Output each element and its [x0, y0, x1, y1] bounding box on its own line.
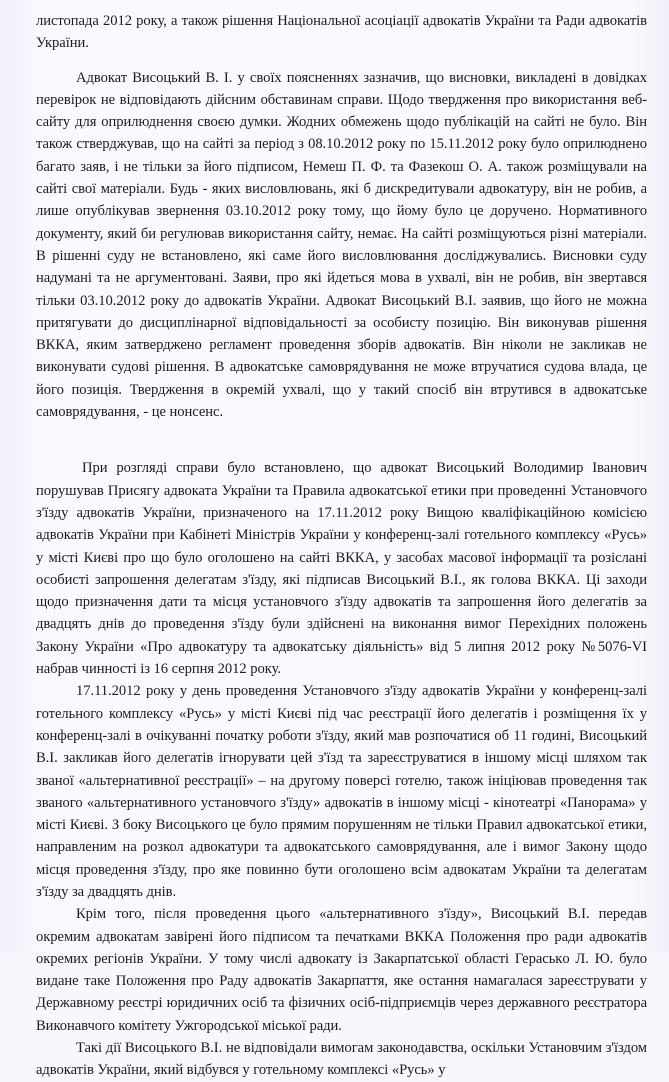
- paragraph-regulations: Крім того, після проведення цього «альтернативного з'їзду», Висоцький В.І. передав окремим адвокатам завірені його підписом та печатками ВККА Положення про ради адвокатів окремих регіонів України. У тому числі адвокату із Закарпатської області Гераськo Л. Ю. було видане таке Положення про Раду адвокатів Закарпаття, яке остання намагалася зареєструвати у Державному реєстрі юридичних осіб та фізичних осіб-підприємців через державного реєстратора Виконавчого комітету Ужгородської міської ради.: [36, 906, 647, 1034]
- paragraph-continuation: листопада 2012 року, а також рішення Національної асоціації адвокатів України та Ради адвокатів України.: [36, 13, 647, 52]
- paragraph-spacer: [36, 55, 647, 67]
- paragraph-spacer: [36, 423, 647, 457]
- paragraph-conclusion: Такі дії Висоцького В.І. не відповідали вимогам законодавства, оскільки Установчим з'їздом адвокатів України, який відбувся у готельному комплексі «Русь» у: [36, 1040, 647, 1079]
- paragraph-explanations: Адвокат Висоцький В. І. у своїх поясненнях зазначив, що висновки, викладені в довідках перевірок не відповідають дійсним обставинам справи. Щодо твердження про використання веб-сайту для оприлюднення своєю думки. Жодних обмежень щодо публікацій на сайті не було. Він також стверджував, що на сайті за період з 08.10.2012 року по 15.11.2012 року було оприлюднено багато заяв, і не тільки за його підписом, Немеш П. Ф. та Фазекош О. А. також розміщували на сайті свої матеріали. Будь - яких висловлювань, які б дискредитували адвокатуру, він не робив, а лише опублікував звернення 03.10.2012 року тому, що йому було це доручено. Нормативного документу, який би регулював використання сайту, немає. На сайті розміщуються різні матеріали. В рішенні суду не встановлено, які саме його висловлювання досліджувались. Висновки суду надумані та не аргументовані. Заяви, про які йдеться мова в ухвалі, він не робив, він звертався тільки 03.10.2012 року до адвокатів України. Адвокат Висоцький В.І. заявив, що його не можна притягувати до дисциплінарної відповідальності за особисту позицію. Він виконував рішення ВККА, яким затверджено регламент проведення зборів адвокатів. Він ніколи не закликав не виконувати судові рішення. В адвокатське самоврядування не може втручатися судова влада, це його позиція. Твердження в окремій ухвалі, що у такий спосіб він втрутився в адвокатське самоврядування, - це нонсенс.: [36, 69, 647, 421]
- paragraph-findings: При розгляді справи було встановлено, що адвокат Висоцький Володимир Іванович порушував Присягу адвоката України та Правила адвокатської етики при проведенні Установчого з'їзду адвокатів України, призначеного на 17.11.2012 року Вищою кваліфікаційною комісією адвокатів України при Кабінеті Міністрів України у конференц-залі готельного комплексу «Русь» у місті Києві про що було оголошено на сайті ВККА, у засобах масової інформації та розіслані особисті запрошення делегатам з'їзду, які підписав Висоцький В.І., як голова ВККА. Ці заходи щодо призначення дати та місця установчого з'їзду адвокатів та запрошення його делегатів за двадцять днів до проведення з'їзду були здійснені на виконання вимог Перехідних положень Закону України «Про адвокатуру та адвокатську діяльність» від 5 липня 2012 року №5076-VI набрав чинності із 16 серпня 2012 року.: [36, 460, 647, 678]
- paragraph-congress-day: 17.11.2012 року у день проведення Установчого з'їзду адвокатів України у конференц-залі готельного комплексу «Русь» у місті Києві під час реєстрації його делегатів і розміщення їх у конференц-залі в очікуванні початку роботи з'їзду, який мав розпочатися об 11 годині, Висоцький В.І. закликав його делегатів ігнорувати цей з'їзд та зареєструватися в іншому місці шляхом так званої «альтернативної реєстрації» – на другому поверсі готелю, також ініціював проведення так званого «альтернативного установчого з'їзду» адвокатів в іншому місці - кінотеатрі «Панорама» у місті Києві. З боку Висоцького це було прямим порушенням не тільки Правил адвокатської етики, направленим на розкол адвокатури та адвокатського самоврядування, але і вимог Закону щодо місця проведення з'їзду, про яке повинно бути оголошено всім адвокатам України та делегатам з'їзду за двадцять днів.: [36, 683, 647, 900]
